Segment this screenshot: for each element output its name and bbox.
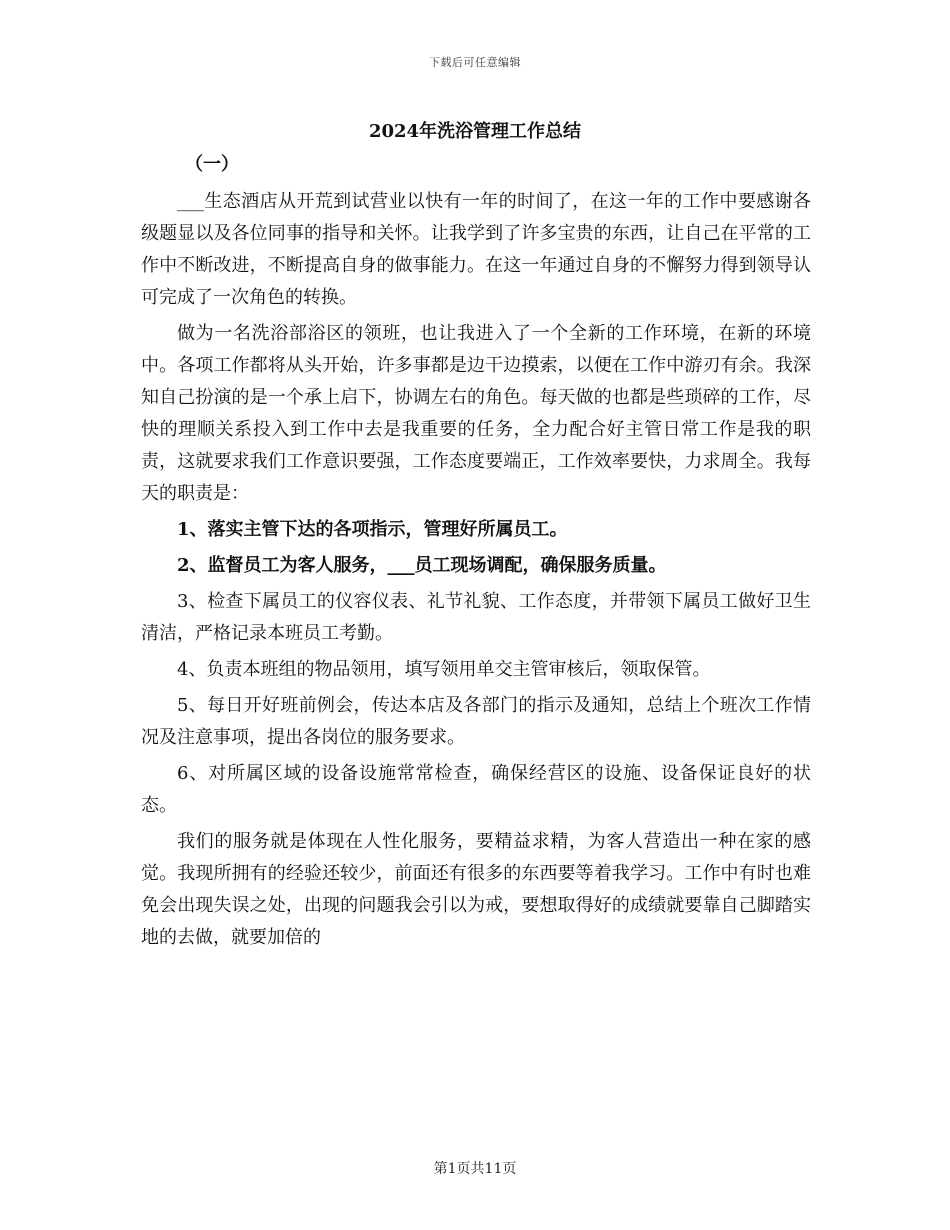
paragraph-intro: ___生态酒店从开荒到试营业以快有一年的时间了，在这一年的工作中要感谢各级题显以及各位同事的指导和关怀。让我学到了许多宝贵的东西，让自己在平常的工作中不断改进，不断提高自身的做事能力。在这一年通过自身的不懈努力得到领导认可完成了一次角色的转换。 [141,191,811,308]
duty-item-4: 4、负责本班组的物品领用，填写领用单交主管审核后，领取保管。 [177,659,711,680]
duty-item-6: 6、对所属区域的设备设施常常检查，确保经营区的设施、设备保证良好的状态。 [141,763,811,816]
page-footer: 第1页共11页 [433,1161,517,1177]
duty-item-1: 1、落实主管下达的各项指示，管理好所属员工。 [177,519,568,540]
paragraph-service: 我们的服务就是体现在人性化服务，要精益求精，为客人营造出一种在家的感觉。我现所拥有的经验还较少，前面还有很多的东西要等着我学习。工作中有时也难免会出现失误之处，出现的问题我会引以为戒，要想取得好的成绩就要靠自己脚踏实地的去做，就要加倍的 [141,831,811,948]
paragraph-role: 做为一名洗浴部浴区的领班，也让我进入了一个全新的工作环境，在新的环境中。各项工作都将从头开始，许多事都是边干边摸索，以便在工作中游刃有余。我深知自己扮演的是一个承上启下，协调左右的角色。每天做的也都是些琐碎的工作，尽快的理顺关系投入到工作中去是我重要的任务，全力配合好主管日常工作是我的职责，这就要求我们工作意识要强，工作态度要端正，工作效率要快，力求周全。我每天的职责是： [141,323,811,504]
section-subheading: （一） [185,154,239,175]
document-title: 2024年洗浴管理工作总结 [368,121,582,142]
duty-item-2: 2、监督员工为客人服务，___员工现场调配，确保服务质量。 [177,555,667,576]
document-body [141,186,811,958]
duty-item-5: 5、每日开好班前例会，传达本店及各部门的指示及通知，总结上个班次工作情况及注意事项，提出各岗位的服务要求。 [141,695,811,748]
header-note: 下载后可任意编辑 [429,56,521,69]
duty-item-3: 3、检查下属员工的仪容仪表、礼节礼貌、工作态度，并带领下属员工做好卫生清洁，严格记录本班员工考勤。 [141,591,811,644]
